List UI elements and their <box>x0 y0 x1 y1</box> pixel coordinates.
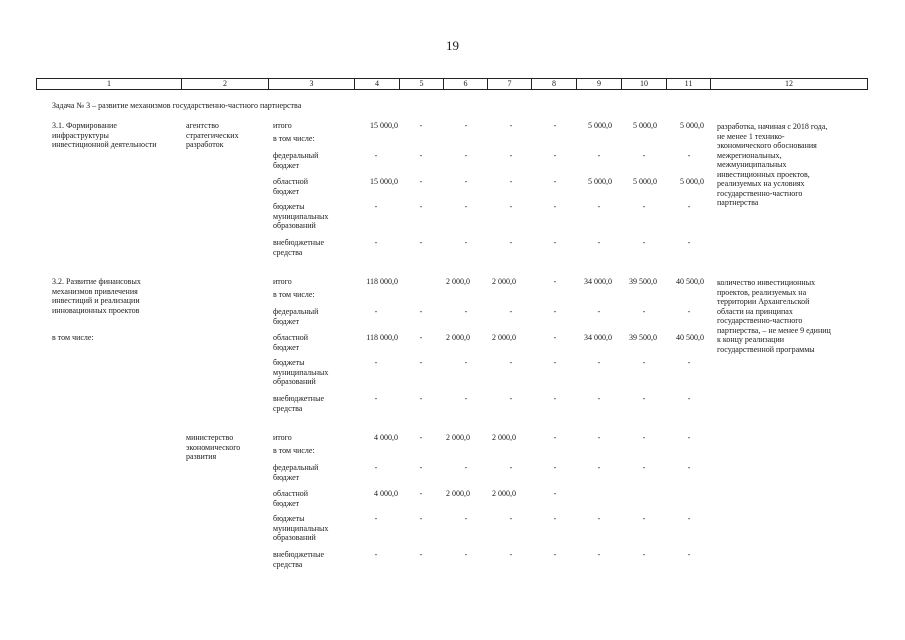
dash-cell: - <box>419 151 423 160</box>
funding-source-label: внебюджетные <box>273 550 324 559</box>
expected-result-line: территории Архангельской <box>717 297 810 306</box>
executor-line: разработок <box>186 140 224 149</box>
header-col-6: 6 <box>444 79 488 89</box>
funding-source-label: муниципальных <box>273 367 329 377</box>
dash-cell: - <box>687 202 691 211</box>
expected-result-line: к концу реализации <box>717 335 785 344</box>
amount-cell: 4 000,0 <box>374 489 398 498</box>
measure-including-label: в том числе: <box>52 333 94 342</box>
amount-cell: 40 500,0 <box>676 333 704 342</box>
dash-cell: - <box>597 151 601 160</box>
funding-source-label: образований <box>273 221 316 230</box>
dash-cell: - <box>464 358 468 367</box>
dash-cell: - <box>553 358 557 367</box>
dash-cell: - <box>597 307 601 316</box>
dash-cell: - <box>419 177 423 186</box>
dash-cell: - <box>509 238 513 247</box>
amount-cell: 15 000,0 <box>370 177 398 186</box>
funding-source-label: бюджет <box>273 472 300 482</box>
dash-cell: - <box>597 433 601 442</box>
expected-result-line: партнерства <box>717 198 759 207</box>
amount-cell: 39 500,0 <box>629 277 657 286</box>
amount-cell: 4 000,0 <box>374 433 398 442</box>
measure-name-line: инвестиций и реализации <box>52 296 140 305</box>
executor-line: стратегических <box>186 130 239 140</box>
dash-cell: - <box>553 121 557 130</box>
funding-source-label: образований <box>273 377 316 386</box>
dash-cell: - <box>553 238 557 247</box>
funding-source-label: бюджеты <box>273 358 305 367</box>
measure-name-line: 3.2. Развитие финансовых <box>52 277 141 286</box>
dash-cell: - <box>509 177 513 186</box>
dash-cell: - <box>553 277 557 286</box>
dash-cell: - <box>642 202 646 211</box>
funding-source-label: областной <box>273 177 309 186</box>
funding-source-label: федеральный <box>273 307 319 316</box>
dash-cell: - <box>419 489 423 498</box>
amount-cell: 5 000,0 <box>633 177 657 186</box>
expected-result-line: реализуемых на условиях <box>717 179 805 188</box>
dash-cell: - <box>374 550 378 559</box>
executor-line: министерство <box>186 433 234 442</box>
dash-cell: - <box>687 238 691 247</box>
funding-source-label: в том числе: <box>273 446 315 455</box>
measure-name-line: 3.1. Формирование <box>52 121 117 130</box>
funding-source-label: муниципальных <box>273 523 329 533</box>
amount-cell: 5 000,0 <box>588 121 612 130</box>
dash-cell: - <box>509 358 513 367</box>
dash-cell: - <box>509 550 513 559</box>
funding-source-label: внебюджетные <box>273 394 324 403</box>
header-col-5: 5 <box>400 79 444 89</box>
executor-line: развития <box>186 452 217 461</box>
dash-cell: - <box>419 514 423 523</box>
dash-cell: - <box>642 358 646 367</box>
amount-cell: 15 000,0 <box>370 121 398 130</box>
amount-cell: 2 000,0 <box>492 433 516 442</box>
dash-cell: - <box>464 514 468 523</box>
amount-cell: 39 500,0 <box>629 333 657 342</box>
dash-cell: - <box>419 463 423 472</box>
amount-cell: 5 000,0 <box>588 177 612 186</box>
expected-result-line: количество инвестиционных <box>717 278 816 287</box>
funding-source-label: областной <box>273 333 309 342</box>
executor-line: экономического <box>186 442 241 452</box>
header-col-9: 9 <box>577 79 622 89</box>
dash-cell: - <box>464 463 468 472</box>
dash-cell: - <box>687 307 691 316</box>
dash-cell: - <box>597 514 601 523</box>
funding-source-label: бюджет <box>273 342 300 352</box>
dash-cell: - <box>509 121 513 130</box>
expected-result-line: межрегиональных, <box>717 150 782 160</box>
header-col-4: 4 <box>355 79 400 89</box>
amount-cell: 2 000,0 <box>492 489 516 498</box>
measure-name-line: механизмов привлечения <box>52 286 138 296</box>
amount-cell: 118 000,0 <box>366 333 398 342</box>
funding-source-label: бюджет <box>273 498 300 508</box>
funding-source-label: средства <box>273 403 303 413</box>
dash-cell: - <box>553 333 557 342</box>
header-col-8: 8 <box>532 79 577 89</box>
dash-cell: - <box>509 202 513 211</box>
dash-cell: - <box>509 151 513 160</box>
funding-source-label: в том числе: <box>273 290 315 299</box>
dash-cell: - <box>597 358 601 367</box>
dash-cell: - <box>642 463 646 472</box>
dash-cell: - <box>419 202 423 211</box>
dash-cell: - <box>374 514 378 523</box>
funding-source-label: муниципальных <box>273 211 329 221</box>
dash-cell: - <box>642 550 646 559</box>
funding-source-label: областной <box>273 489 309 498</box>
amount-cell: 5 000,0 <box>680 121 704 130</box>
dash-cell: - <box>419 121 423 130</box>
amount-cell: 34 000,0 <box>584 277 612 286</box>
dash-cell: - <box>464 177 468 186</box>
dash-cell: - <box>419 550 423 559</box>
funding-source-label: бюджет <box>273 186 300 196</box>
amount-cell: 5 000,0 <box>680 177 704 186</box>
dash-cell: - <box>597 394 601 403</box>
dash-cell: - <box>374 238 378 247</box>
dash-cell: - <box>553 394 557 403</box>
dash-cell: - <box>464 394 468 403</box>
amount-cell: 118 000,0 <box>366 277 398 286</box>
funding-source-label: бюджет <box>273 316 300 326</box>
funding-source-label: бюджеты <box>273 514 305 523</box>
expected-result-line: партнерства, – не менее 9 единиц <box>717 325 831 335</box>
dash-cell: - <box>597 238 601 247</box>
dash-cell: - <box>553 489 557 498</box>
dash-cell: - <box>642 433 646 442</box>
dash-cell: - <box>553 177 557 186</box>
expected-result-line: инвестиционных проектов, <box>717 169 810 179</box>
dash-cell: - <box>374 307 378 316</box>
header-col-11: 11 <box>667 79 711 89</box>
dash-cell: - <box>553 202 557 211</box>
expected-result-line: области на принципах <box>717 306 793 316</box>
dash-cell: - <box>374 394 378 403</box>
dash-cell: - <box>553 151 557 160</box>
dash-cell: - <box>419 307 423 316</box>
funding-source-label: итого <box>273 277 292 286</box>
dash-cell: - <box>553 514 557 523</box>
funding-source-label: бюджет <box>273 160 300 170</box>
header-col-12: 12 <box>785 79 793 88</box>
dash-cell: - <box>374 202 378 211</box>
amount-cell: 2 000,0 <box>446 433 470 442</box>
expected-result-line: экономического обоснования <box>717 141 817 150</box>
header-col-3: 3 <box>269 79 355 89</box>
dash-cell: - <box>642 514 646 523</box>
dash-cell: - <box>687 394 691 403</box>
dash-cell: - <box>419 433 423 442</box>
page-number: 19 <box>446 38 459 53</box>
amount-cell: 2 000,0 <box>446 277 470 286</box>
measure-name-line: инвестиционной деятельности <box>52 140 157 149</box>
dash-cell: - <box>509 307 513 316</box>
dash-cell: - <box>642 394 646 403</box>
dash-cell: - <box>509 394 513 403</box>
dash-cell: - <box>509 463 513 472</box>
dash-cell: - <box>419 394 423 403</box>
dash-cell: - <box>687 433 691 442</box>
header-col-1: 1 <box>37 79 182 89</box>
dash-cell: - <box>597 463 601 472</box>
funding-source-label: федеральный <box>273 151 319 160</box>
header-col-10: 10 <box>622 79 667 89</box>
header-col-2: 2 <box>182 79 269 89</box>
header-col-7: 7 <box>488 79 532 89</box>
dash-cell: - <box>464 307 468 316</box>
dash-cell: - <box>687 550 691 559</box>
amount-cell: 2 000,0 <box>492 277 516 286</box>
dash-cell: - <box>419 238 423 247</box>
amount-cell: 2 000,0 <box>492 333 516 342</box>
dash-cell: - <box>374 151 378 160</box>
expected-result-line: не менее 1 технико- <box>717 131 785 141</box>
amount-cell: 5 000,0 <box>633 121 657 130</box>
dash-cell: - <box>597 550 601 559</box>
amount-cell: 40 500,0 <box>676 277 704 286</box>
table-header-row <box>36 78 868 90</box>
dash-cell: - <box>642 238 646 247</box>
dash-cell: - <box>464 238 468 247</box>
dash-cell: - <box>687 151 691 160</box>
dash-cell: - <box>374 358 378 367</box>
dash-cell: - <box>464 202 468 211</box>
measure-name-line: инновационных проектов <box>52 305 140 315</box>
dash-cell: - <box>687 514 691 523</box>
dash-cell: - <box>509 514 513 523</box>
expected-result-line: разработка, начиная с 2018 года, <box>717 122 828 131</box>
dash-cell: - <box>642 307 646 316</box>
dash-cell: - <box>553 463 557 472</box>
funding-source-label: образований <box>273 533 316 542</box>
funding-source-label: федеральный <box>273 463 319 472</box>
expected-result-line: государственно-частного <box>717 188 803 198</box>
funding-source-label: итого <box>273 433 292 442</box>
expected-result-line: государственно-частного <box>717 316 803 325</box>
dash-cell: - <box>687 463 691 472</box>
funding-source-label: средства <box>273 247 303 257</box>
task-title: Задача № 3 – развитие механизмов государственно-частного партнерства <box>52 101 302 110</box>
expected-result-line: проектов, реализуемых на <box>717 287 807 297</box>
dash-cell: - <box>553 433 557 442</box>
funding-source-label: итого <box>273 121 292 130</box>
dash-cell: - <box>642 151 646 160</box>
dash-cell: - <box>464 121 468 130</box>
executor-line: агентство <box>186 121 219 130</box>
funding-source-label: бюджеты <box>273 202 305 211</box>
dash-cell: - <box>553 550 557 559</box>
dash-cell: - <box>419 358 423 367</box>
funding-source-label: в том числе: <box>273 134 315 143</box>
amount-cell: 2 000,0 <box>446 333 470 342</box>
dash-cell: - <box>687 358 691 367</box>
expected-result-line: государственной программы <box>717 344 815 354</box>
dash-cell: - <box>464 151 468 160</box>
dash-cell: - <box>597 202 601 211</box>
amount-cell: 34 000,0 <box>584 333 612 342</box>
funding-source-label: внебюджетные <box>273 238 324 247</box>
dash-cell: - <box>553 307 557 316</box>
dash-cell: - <box>419 333 423 342</box>
expected-result-line: межмуниципальных <box>717 160 787 169</box>
funding-source-label: средства <box>273 559 303 569</box>
amount-cell: 2 000,0 <box>446 489 470 498</box>
dash-cell: - <box>464 550 468 559</box>
measure-name-line: инфраструктуры <box>52 130 109 140</box>
dash-cell: - <box>374 463 378 472</box>
